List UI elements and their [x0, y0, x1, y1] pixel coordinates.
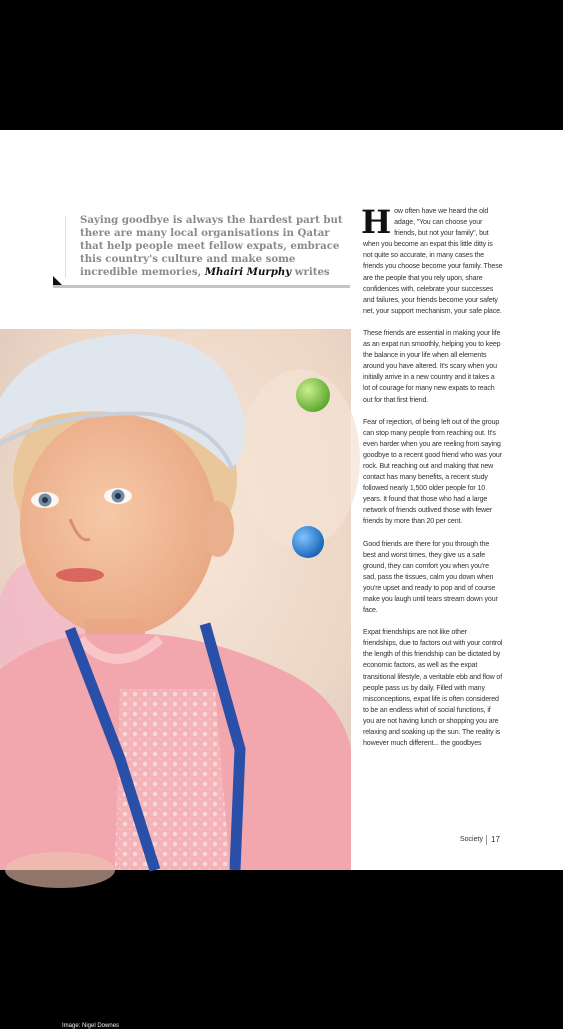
article-photo [0, 329, 351, 1029]
paragraph-3: Fear of rejection, of being left out of the group can stop many people from reaching out. It's even harder when you are reeling from saying goodbye to a recent good friend who was your rock. But reaching out and making that new contact has many benefits, a recent study followed nearly 1,500 older people for 10 years. It found that those who had a large network of friends outlived those with fewer friends by more than 20 per cent. [363, 417, 502, 526]
paragraph-4: Good friends are there for you through the best and worst times, they give us a safe ground, they can comfort you when you're sad, pass the tissues, calm you down when you're upset and ready to pop and of course make you laugh until tears stream down your face. [363, 539, 498, 615]
author-writes: writes [294, 266, 330, 278]
paragraph-text: ow often have we heard the old adage, "You can choose your friends, but not your family", but when you become an expat this little ditty is not quite so accurate, in many cases the friends you choose become your family. These are the people that you rely upon, share confidences with, celebrate your successes and failures, your friends become your safety net, your support mechanism, your safe place. [363, 207, 503, 315]
magazine-page [0, 130, 563, 1029]
paragraph-2: These friends are essential in making your life as an expat run smoothly, helping you to keep the balance in your life when all elements around you have altered. It's scary when you initially arrive in a new country and it takes a lot of courage for many new expats to reach out for that first friend. [363, 328, 501, 404]
standfirst-accent-line [65, 216, 66, 278]
child-photo-illustration [0, 329, 351, 870]
paragraph-1 [361, 203, 503, 317]
standfirst-text: Saying goodbye is always the hardest part but there are many local organisations in Qatar that help people meet fellow expats, embrace this country's culture and make some incredible memories, [80, 214, 343, 278]
standfirst-divider [53, 285, 350, 288]
author-name: Mhairi Murphy [204, 266, 292, 278]
standfirst [80, 214, 348, 279]
photo-caption: Image: Nigel Downes [62, 1023, 120, 1029]
page-number: 17 [491, 835, 500, 844]
article-body [361, 203, 503, 760]
footer-separator [486, 835, 487, 845]
drop-cap: H [361, 203, 392, 241]
paragraph-5: Expat friendships are not like other friendships, due to factors out with your control the length of this friendship can be dictated by economic factors, as well as the expat transitional lifestyle, a veritable ebb and flow of people pass us by daily. Filled with many misconceptions, expat life is often considered to be an endless whirl of social functions, if you are not having lunch or shopping you are relaxing and soaking up the sun. The reality is however much different... the goodbyes [363, 628, 503, 748]
blue-ball [292, 526, 324, 558]
green-ball [296, 378, 330, 412]
corner-triangle-icon [53, 276, 62, 285]
section-name: Society [460, 836, 483, 843]
